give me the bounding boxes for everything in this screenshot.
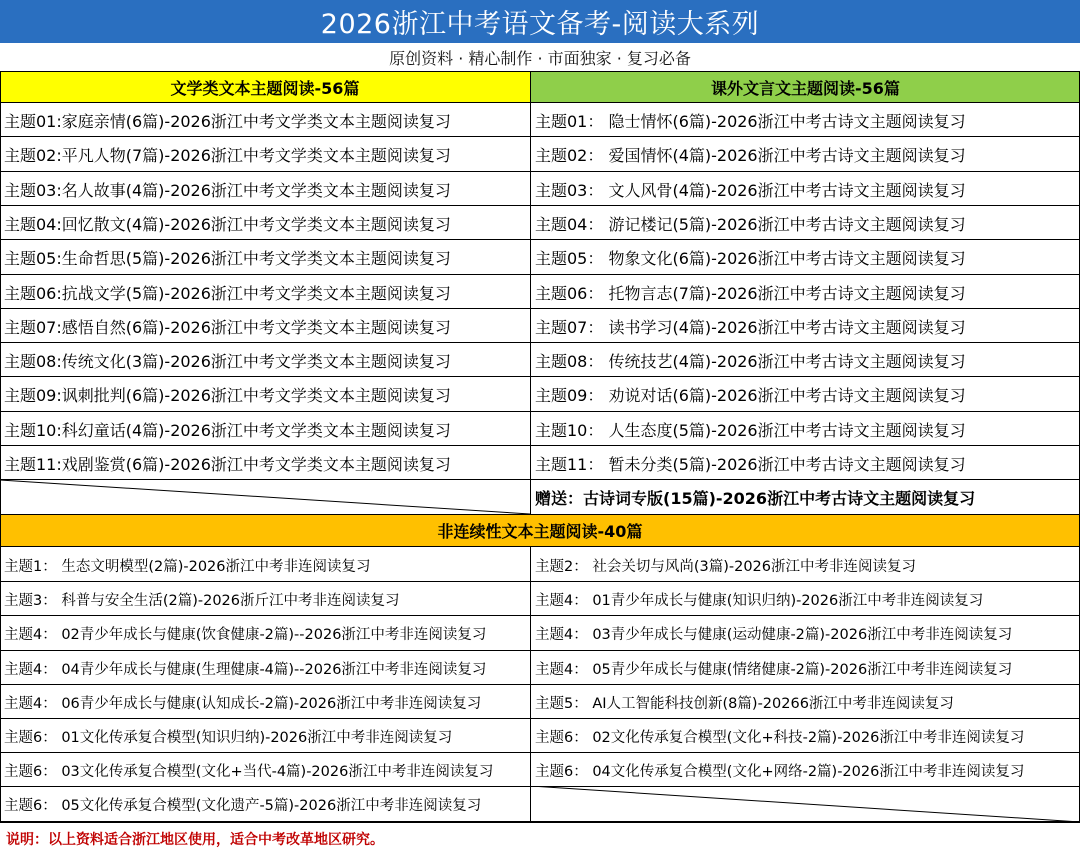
literary-list-item: 主题02:平凡人物(7篇)-2026浙江中考文学类文本主题阅读复习 xyxy=(4,145,451,165)
literary-list-item: 主题07:感悟自然(6篇)-2026浙江中考文学类文本主题阅读复习 xyxy=(4,317,451,337)
literary-list-item: 主题01:家庭亲情(6篇)-2026浙江中考文学类文本主题阅读复习 xyxy=(4,111,451,131)
noncontinuous-list-item: 主题6： 01文化传承复合模型(知识归纳)-2026浙江中考非连阅读复习 xyxy=(4,729,453,746)
page-subtitle: 原创资料 · 精心制作 · 市面独家 · 复习必备 xyxy=(389,48,691,68)
classical-list-item: 主题05： 物象文化(6篇)-2026浙江中考古诗文主题阅读复习 xyxy=(535,248,966,268)
noncontinuous-list-item: 主题6： 05文化传承复合模型(文化遗产-5篇)-2026浙江中考非连阅读复习 xyxy=(4,797,482,814)
classical-list-item: 主题01： 隐士情怀(6篇)-2026浙江中考古诗文主题阅读复习 xyxy=(535,111,966,131)
empty-cell-diagonal xyxy=(0,480,530,514)
noncontinuous-list-item: 主题4： 04青少年成长与健康(生理健康-4篇)--2026浙江中考非连阅读复习 xyxy=(4,661,487,678)
literary-list-item: 主题08:传统文化(3篇)-2026浙江中考文学类文本主题阅读复习 xyxy=(4,351,451,371)
noncontinuous-list-item: 主题1： 生态文明模型(2篇)-2026浙江中考非连阅读复习 xyxy=(4,558,371,575)
literary-section-header: 文学类文本主题阅读-56篇 xyxy=(0,72,530,102)
literary-list-item: 主题04:回忆散文(4篇)-2026浙江中考文学类文本主题阅读复习 xyxy=(4,214,451,234)
literary-list-item: 主题11:戏剧鉴赏(6篇)-2026浙江中考文学类文本主题阅读复习 xyxy=(4,454,451,474)
classical-list-item: 主题11： 暂未分类(5篇)-2026浙江中考古诗文主题阅读复习 xyxy=(535,454,966,474)
page-title: 2026浙江中考语文备考-阅读大系列 xyxy=(0,0,1080,43)
classical-list-item: 主题10： 人生态度(5篇)-2026浙江中考古诗文主题阅读复习 xyxy=(535,420,966,440)
classical-list-item: 主题07： 读书学习(4篇)-2026浙江中考古诗文主题阅读复习 xyxy=(535,317,966,337)
grid-line xyxy=(0,546,1080,547)
literary-list-item: 主题09:讽刺批判(6篇)-2026浙江中考文学类文本主题阅读复习 xyxy=(4,385,451,405)
literary-list-item: 主题05:生命哲思(5篇)-2026浙江中考文学类文本主题阅读复习 xyxy=(4,248,451,268)
noncontinuous-list-item: 主题4： 05青少年成长与健康(情绪健康-2篇)-2026浙江中考非连阅读复习 xyxy=(535,661,1013,678)
literary-list-item: 主题06:抗战文学(5篇)-2026浙江中考文学类文本主题阅读复习 xyxy=(4,283,451,303)
grid-line xyxy=(0,514,1080,515)
classical-list-item: 主题03： 文人风骨(4篇)-2026浙江中考古诗文主题阅读复习 xyxy=(535,180,966,200)
footer-note: 说明：以上资料适合浙江地区使用，适合中考改革地区研究。 xyxy=(6,831,384,848)
noncontinuous-list-item: 主题5： AI人工智能科技创新(8篇)-20266浙江中考非连阅读复习 xyxy=(535,695,954,712)
literary-list-item: 主题03:名人故事(4篇)-2026浙江中考文学类文本主题阅读复习 xyxy=(4,180,451,200)
noncontinuous-list-item: 主题6： 04文化传承复合模型(文化+网络-2篇)-2026浙江中考非连阅读复习 xyxy=(535,763,1025,780)
classical-section-header: 课外文言文主题阅读-56篇 xyxy=(531,72,1080,102)
noncontinuous-list-item: 主题4： 01青少年成长与健康(知识归纳)-2026浙江中考非连阅读复习 xyxy=(535,592,984,609)
noncontinuous-list-item: 主题6： 02文化传承复合模型(文化+科技-2篇)-2026浙江中考非连阅读复习 xyxy=(535,729,1025,746)
classical-list-item: 主题02： 爱国情怀(4篇)-2026浙江中考古诗文主题阅读复习 xyxy=(535,145,966,165)
empty-cell-diagonal xyxy=(531,786,1080,822)
noncontinuous-list-item: 主题2： 社会关切与风尚(3篇)-2026浙江中考非连阅读复习 xyxy=(535,558,917,575)
classical-bonus-item: 赠送：古诗词专版(15篇)-2026浙江中考古诗文主题阅读复习 xyxy=(535,488,976,508)
classical-list-item: 主题08： 传统技艺(4篇)-2026浙江中考古诗文主题阅读复习 xyxy=(535,351,966,371)
noncontinuous-list-item: 主题4： 06青少年成长与健康(认知成长-2篇)-2026浙江中考非连阅读复习 xyxy=(4,695,482,712)
classical-list-item: 主题06： 托物言志(7篇)-2026浙江中考古诗文主题阅读复习 xyxy=(535,283,966,303)
noncontinuous-list-item: 主题3： 科普与安全生活(2篇)-2026浙斤江中考非连阅读复习 xyxy=(4,592,400,609)
grid-line xyxy=(0,71,1080,72)
noncontinuous-section-header: 非连续性文本主题阅读-40篇 xyxy=(0,514,1080,546)
grid-line xyxy=(0,822,1080,823)
literary-list-item: 主题10:科幻童话(4篇)-2026浙江中考文学类文本主题阅读复习 xyxy=(4,420,451,440)
classical-list-item: 主题09： 劝说对话(6篇)-2026浙江中考古诗文主题阅读复习 xyxy=(535,385,966,405)
noncontinuous-list-item: 主题4： 03青少年成长与健康(运动健康-2篇)-2026浙江中考非连阅读复习 xyxy=(535,626,1013,643)
noncontinuous-list-item: 主题6： 03文化传承复合模型(文化+当代-4篇)-2026浙江中考非连阅读复习 xyxy=(4,763,494,780)
classical-list-item: 主题04： 游记楼记(5篇)-2026浙江中考古诗文主题阅读复习 xyxy=(535,214,966,234)
noncontinuous-list-item: 主题4： 02青少年成长与健康(饮食健康-2篇)--2026浙江中考非连阅读复习 xyxy=(4,626,487,643)
